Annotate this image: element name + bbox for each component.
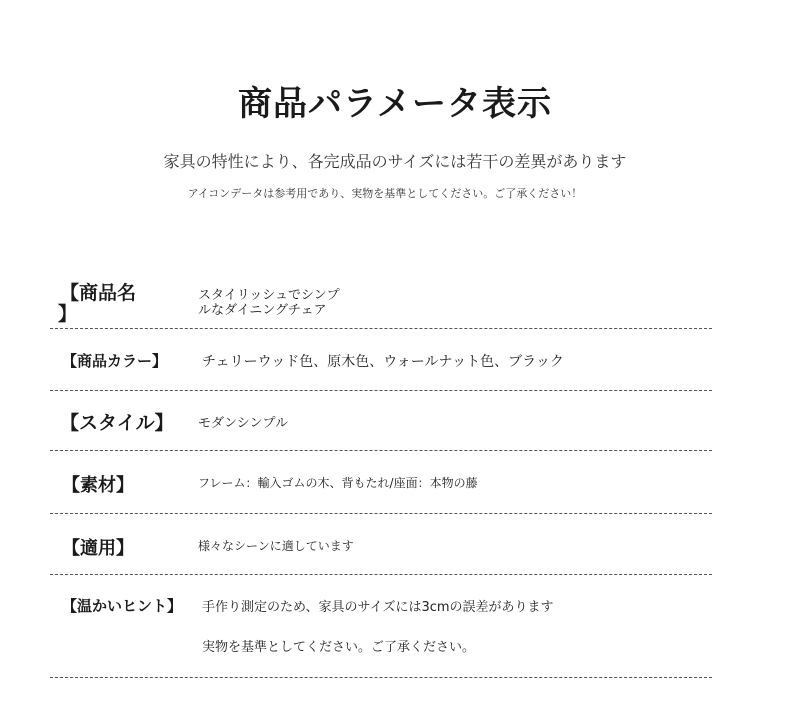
param-value-tips-line2: 実物を基準としてください。ご了承ください。 [202,640,476,655]
param-label-product-name-close: 】 [58,303,78,325]
param-value-product-name-line2: ルなダイニングチェア [198,303,327,318]
row-divider [50,677,712,678]
param-value-style: モダンシンプル [198,416,288,431]
param-label-product-name: 【商品名 [60,282,137,304]
page-title: 商品パラメータ表示 [238,84,552,124]
row-divider [50,450,712,451]
param-label-material: 【素材】 [62,475,134,496]
row-divider [50,574,712,575]
disclaimer-note: アイコンデータは参考用であり、実物を基準としてください。ご了承ください！ [187,187,583,200]
param-label-usage: 【適用】 [62,538,134,559]
param-label-color: 【商品カラー】 [62,352,168,370]
param-label-tips: 【温かいヒント】 [62,597,183,615]
param-value-color: チェリーウッド色、原木色、ウォールナット色、ブラック [202,354,564,370]
row-divider [50,513,712,514]
param-value-usage: 様々なシーンに適しています [198,539,354,553]
page-subtitle: 家具の特性により、各完成品のサイズには若干の差異があります [163,152,627,171]
row-divider [50,390,712,391]
param-value-tips-line1: 手作り測定のため、家具のサイズには3cmの誤差があります [202,600,554,615]
row-divider [50,328,712,329]
param-label-style: 【スタイル】 [60,412,174,434]
param-value-material: フレーム：輸入ゴムの木、背もたれ/座面：本物の藤 [198,476,478,490]
param-value-product-name-line1: スタイリッシュでシンプ [198,288,340,303]
